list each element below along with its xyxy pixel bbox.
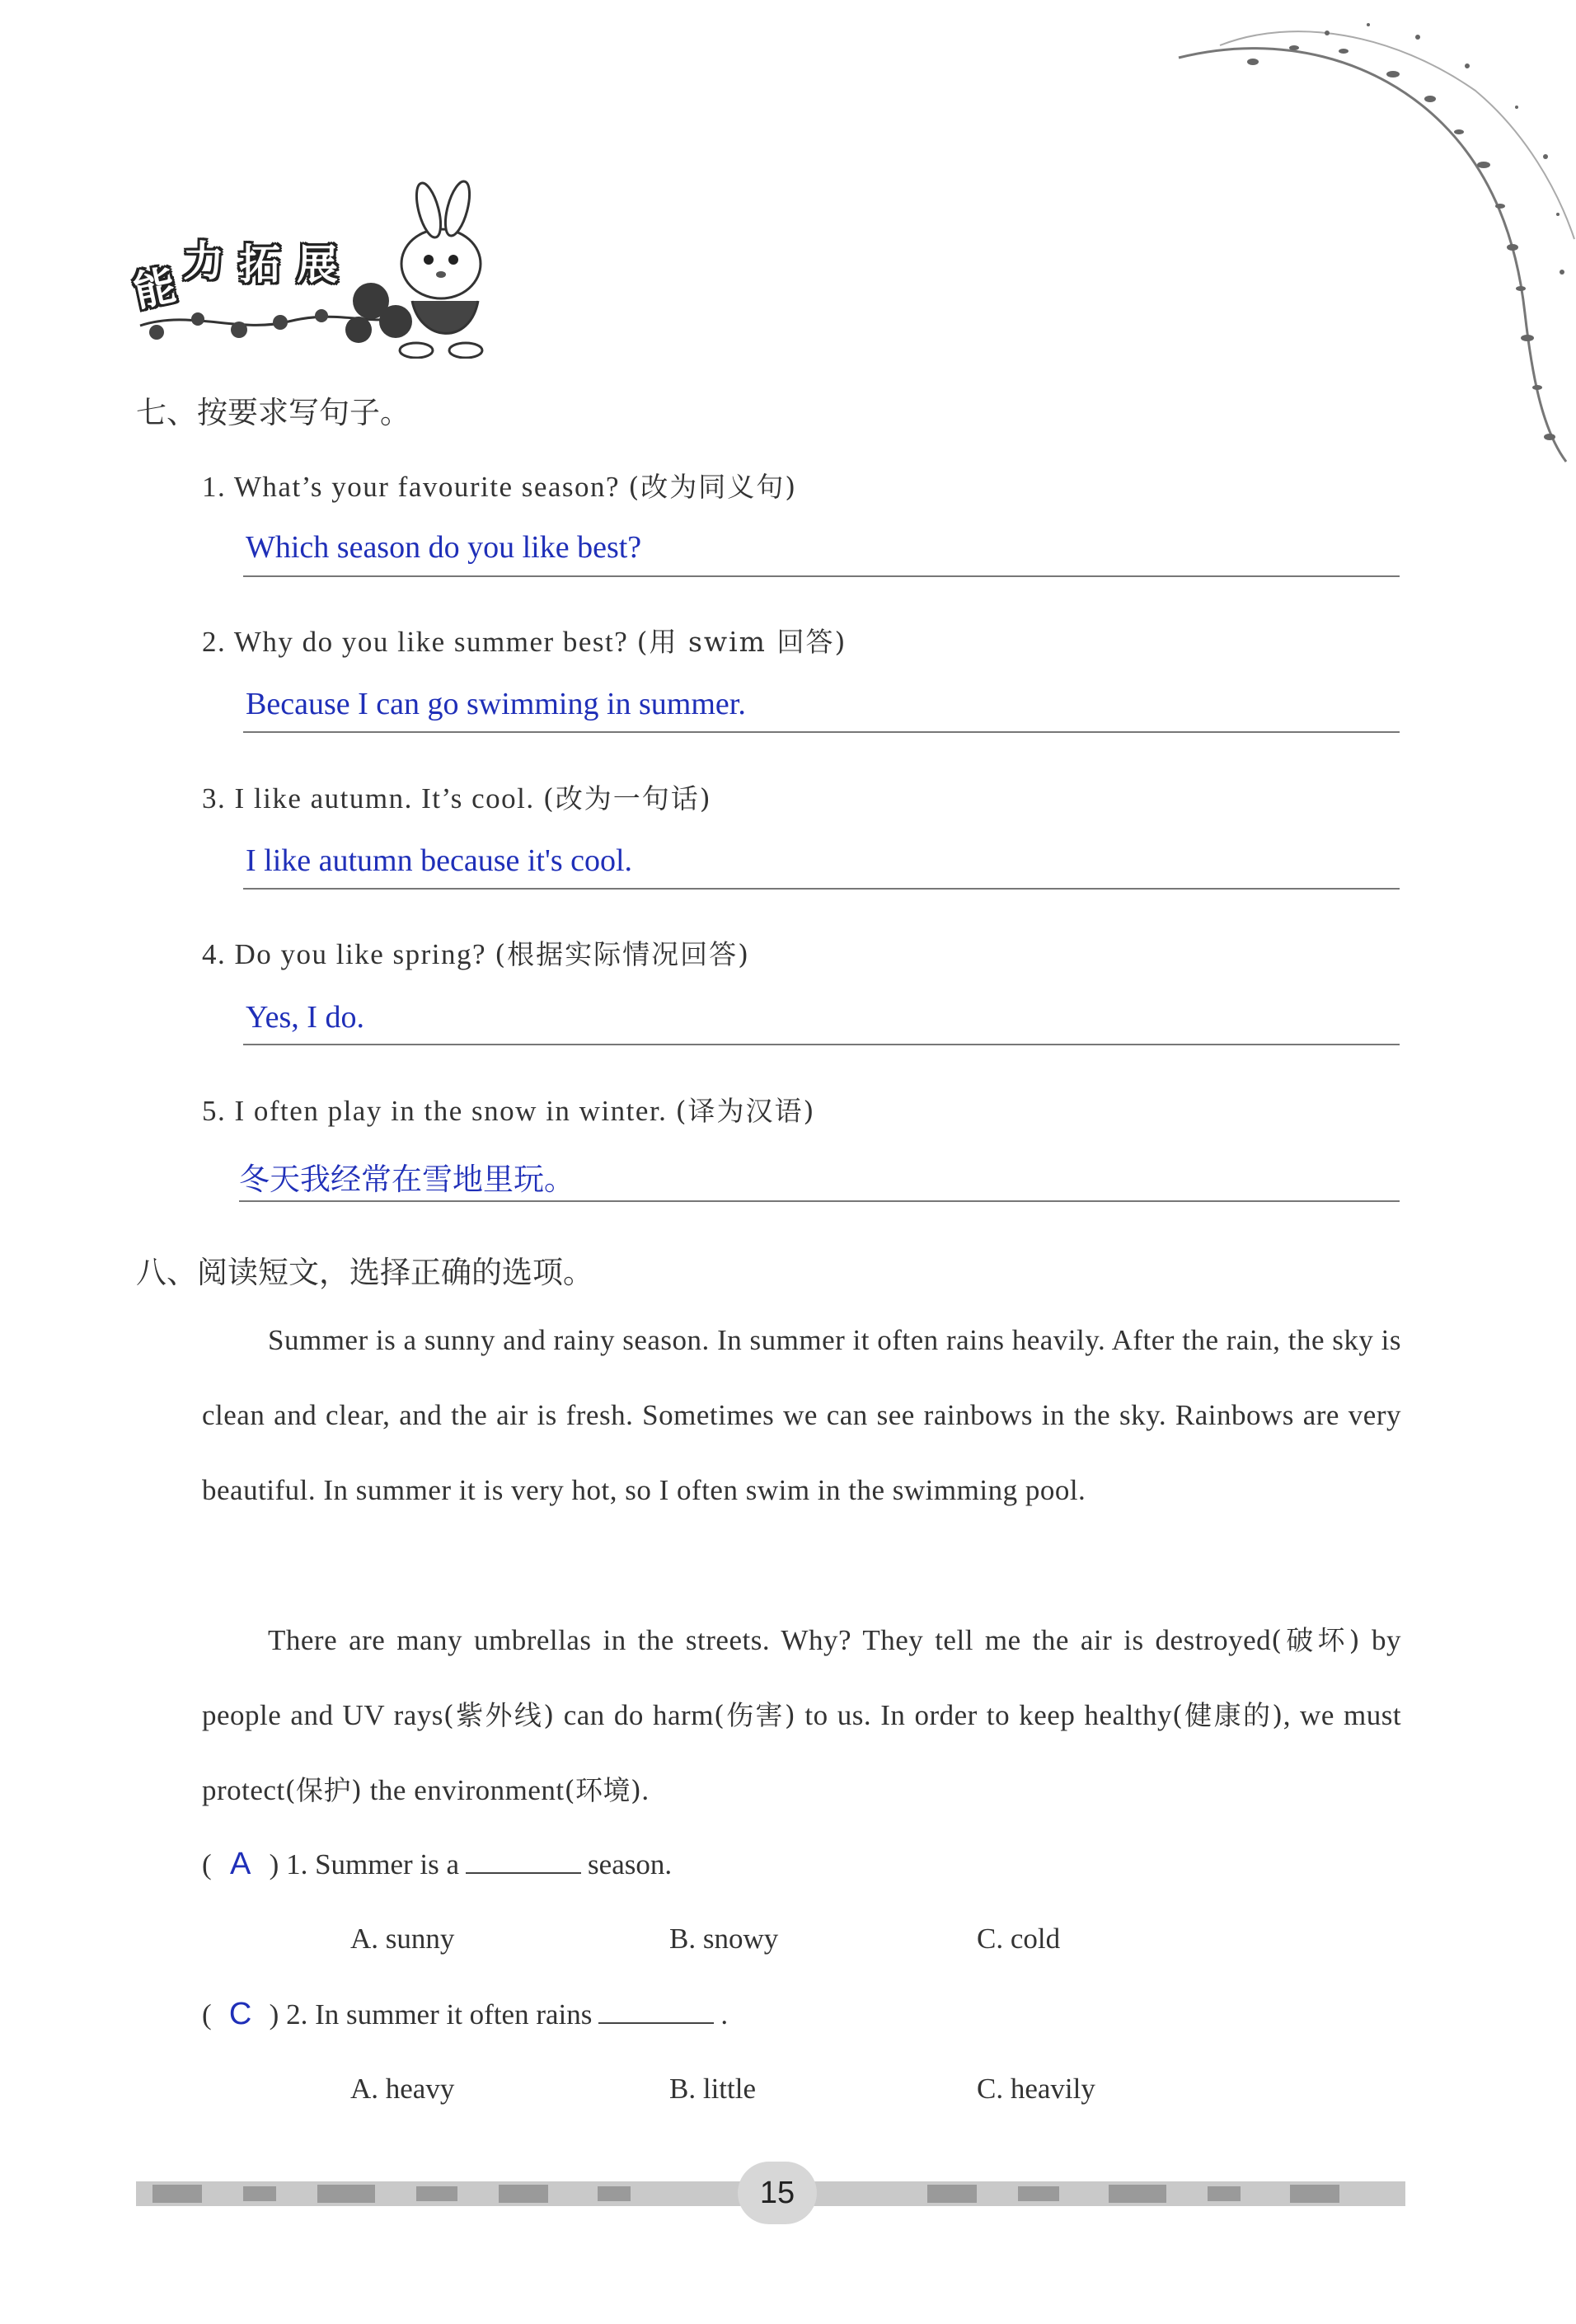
paragraph-text: There are many umbrellas in the streets. Why? They tell me the air is destroyed [268, 1624, 1272, 1656]
mc-2-option-b: B. little [669, 2073, 756, 2105]
question-number: 1. [202, 471, 227, 503]
paragraph-text: the environment [362, 1774, 565, 1806]
mc-question-after: . [720, 1998, 729, 2031]
mc-answer-1: A [229, 1847, 251, 1881]
corner-vine-decoration [1129, 0, 1576, 511]
chinese-gloss: (破坏) [1271, 1624, 1361, 1656]
answer-line-2 [243, 731, 1400, 733]
chinese-gloss: (伤害) [713, 1699, 796, 1731]
header-char-3: 拓 [239, 241, 280, 289]
mc-question-after: season. [588, 1848, 673, 1880]
section-7-title: 七、按要求写句子。 [136, 395, 410, 430]
mc-1-option-a: A. sunny [350, 1923, 455, 1955]
question-hint: (用 swim 回答) [636, 626, 847, 658]
question-text: Do you like spring? [234, 938, 487, 970]
section-header-ability-expansion [124, 177, 519, 359]
answer-line-5 [239, 1200, 1400, 1202]
answer-line-1 [243, 575, 1400, 577]
paragraph-text: to us. In order to keep healthy [795, 1699, 1172, 1731]
section-7-answer-2: Because I can go swimming in summer. [246, 687, 746, 721]
section-7-answer-1: Which season do you like best? [246, 530, 642, 565]
bunny-flower-illustration [124, 177, 519, 359]
paren-close: ) [269, 1848, 279, 1880]
chinese-gloss: (保护) [284, 1774, 363, 1806]
section-7-answer-4: Yes, I do. [246, 1000, 364, 1035]
answer-line-3 [243, 888, 1400, 890]
answer-line-4 [243, 1044, 1400, 1045]
mc-question-label: 2. In summer it often rains [286, 1998, 593, 2031]
question-text: Why do you like summer best? [233, 626, 629, 658]
section-7-question-2 [202, 621, 847, 660]
reading-paragraph-2 [202, 1603, 1401, 1828]
paragraph-text: by people and UV rays [202, 1624, 1402, 1731]
mc-question-1 [202, 1847, 672, 1882]
question-hint: (根据实际情况回答) [495, 938, 751, 970]
section-7-question-1 [202, 466, 797, 505]
question-text: I often play in the snow in winter. [234, 1095, 668, 1127]
mc-question-2 [202, 1997, 728, 2032]
mc-question-label: 1. Summer is a [286, 1848, 460, 1880]
section-7-question-5 [202, 1090, 815, 1129]
section-8-title: 八、阅读短文，选择正确的选项。 [136, 1255, 593, 1290]
question-hint: (改为同义句) [628, 471, 798, 503]
paren-open: ( [202, 1848, 212, 1880]
fill-blank [466, 1872, 581, 1874]
mc-2-option-c: C. heavily [977, 2073, 1095, 2105]
mc-answer-2: C [228, 1997, 252, 2031]
question-number: 3. [202, 782, 227, 815]
question-number: 4. [202, 938, 227, 970]
mc-2-option-a: A. heavy [350, 2073, 455, 2105]
reading-paragraph-1: Summer is a sunny and rainy season. In summer it often rains heavily. After the rain, the sky is clean and clear, and the air is fresh. Sometimes we can see rainbows in the sky. Rainbows are very beautiful. In summer it is very hot, so I often swim in the swimming pool. [202, 1324, 1401, 1506]
question-hint: (改为一句话) [542, 782, 712, 815]
mc-1-option-b: B. snowy [669, 1923, 779, 1955]
chinese-gloss: (健康的) [1171, 1699, 1283, 1731]
paren-close: ) [269, 1998, 279, 2031]
question-text: What’s your favourite season? [233, 471, 621, 503]
chinese-gloss: (紫外线) [443, 1699, 555, 1731]
paragraph-text: , we must protect [202, 1699, 1402, 1806]
paragraph-text: can do harm [554, 1699, 714, 1731]
page-number: 15 [738, 2162, 817, 2224]
section-7-answer-5: 冬天我经常在雪地里玩。 [239, 1162, 575, 1197]
mc-1-option-c: C. cold [977, 1923, 1061, 1955]
header-char-4: 展 [297, 241, 338, 289]
chinese-gloss: (环境) [564, 1774, 642, 1806]
header-char-2: 力 [183, 237, 224, 285]
section-7-question-3 [202, 777, 712, 816]
question-number: 2. [202, 626, 227, 658]
question-number: 5. [202, 1095, 227, 1127]
paragraph-text: . [641, 1774, 650, 1806]
section-7-answer-3: I like autumn because it's cool. [246, 843, 633, 878]
question-text: I like autumn. It’s cool. [234, 782, 535, 815]
fill-blank [598, 2022, 714, 2024]
header-char-1: 能 [129, 261, 181, 317]
question-hint: (译为汉语) [675, 1095, 816, 1127]
paren-open: ( [202, 1998, 212, 2031]
section-7-question-4 [202, 933, 750, 972]
